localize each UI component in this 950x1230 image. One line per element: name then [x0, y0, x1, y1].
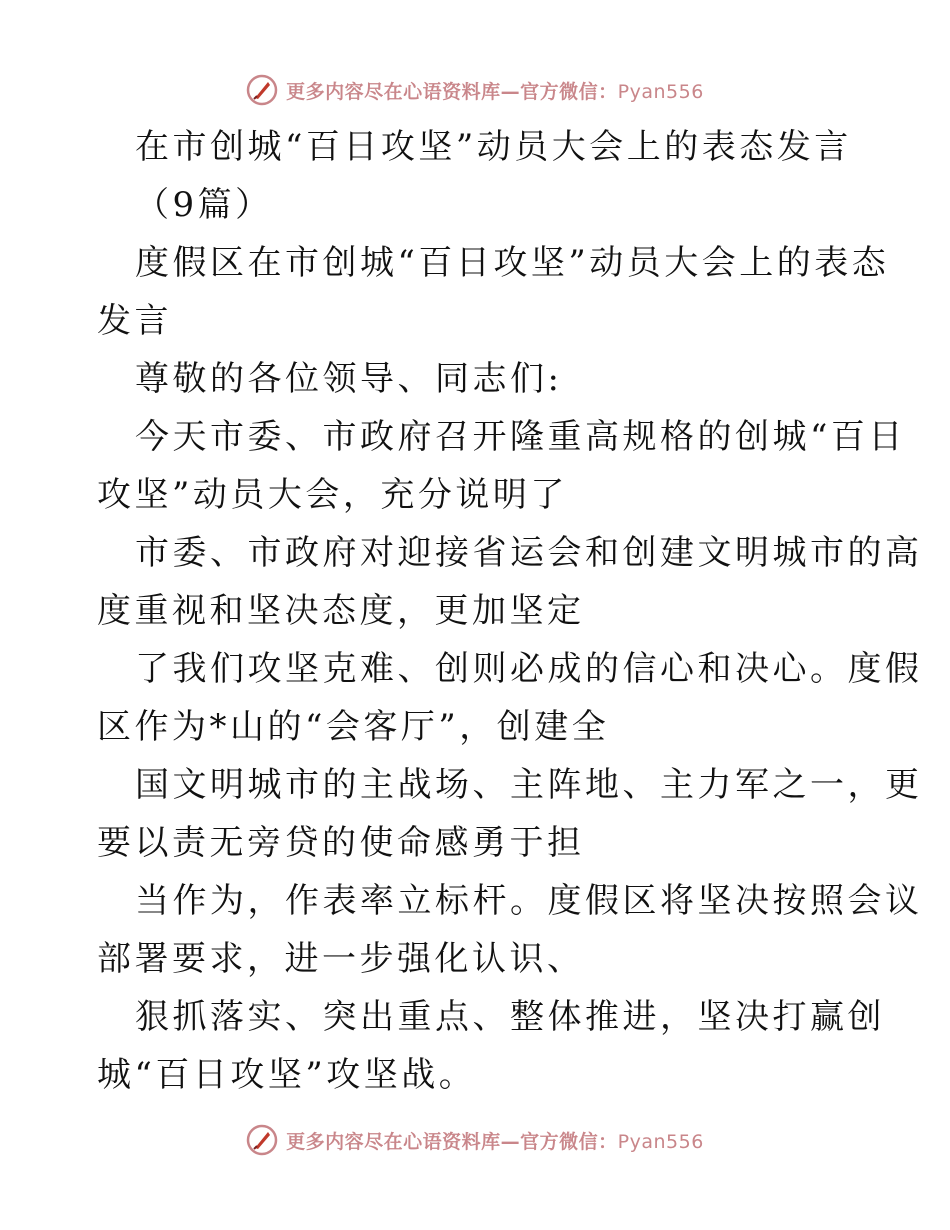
- quill-logo-icon: [246, 74, 278, 106]
- doc-paragraph-line: 了我们攻坚克难、创则必成的信心和决心。度假: [135, 649, 923, 689]
- header-watermark-banner: [0, 70, 950, 110]
- doc-paragraph-line: 当作为，作表率立标杆。度假区将坚决按照会议: [135, 881, 923, 921]
- wechat-id: Pyan556: [617, 80, 704, 103]
- doc-paragraph-line: 市委、市政府对迎接省运会和创建文明城市的高: [135, 533, 923, 573]
- doc-paragraph-line: 区作为*山的“会客厅”，创建全: [97, 707, 610, 747]
- doc-paragraph-line: 今天市委、市政府召开隆重高规格的创城“百日: [135, 417, 906, 457]
- doc-title-line-1: 在市创城“百日攻坚”动员大会上的表态发言: [135, 127, 852, 167]
- watermark-text: 更多内容尽在心语资料库—官方微信：Pyan556: [286, 80, 704, 103]
- doc-subtitle-line-1: 度假区在市创城“百日攻坚”动员大会上的表态: [135, 243, 890, 283]
- doc-paragraph-line: 度重视和坚决态度，更加坚定: [97, 591, 585, 631]
- footer-watermark-banner: [0, 1120, 950, 1160]
- doc-title-line-2: （9篇）: [135, 185, 273, 225]
- watermark-text: 更多内容尽在心语资料库—官方微信：Pyan556: [286, 1130, 704, 1153]
- doc-salutation: 尊敬的各位领导、同志们:: [135, 359, 563, 399]
- doc-paragraph-line: 攻坚”动员大会，充分说明了: [97, 475, 568, 515]
- quill-logo-icon: [246, 1124, 278, 1156]
- doc-paragraph-line: 要以责无旁贷的使命感勇于担: [97, 823, 585, 863]
- doc-paragraph-line: 狠抓落实、突出重点、整体推进，坚决打赢创: [135, 997, 885, 1037]
- doc-paragraph-line: 部署要求，进一步强化认识、: [97, 939, 585, 979]
- doc-subtitle-line-2: 发言: [97, 301, 172, 341]
- doc-paragraph-line: 国文明城市的主战场、主阵地、主力军之一，更: [135, 765, 923, 805]
- doc-paragraph-line: 城“百日攻坚”攻坚战。: [97, 1055, 477, 1095]
- document-body: [97, 118, 923, 1104]
- wechat-id: Pyan556: [617, 1130, 704, 1153]
